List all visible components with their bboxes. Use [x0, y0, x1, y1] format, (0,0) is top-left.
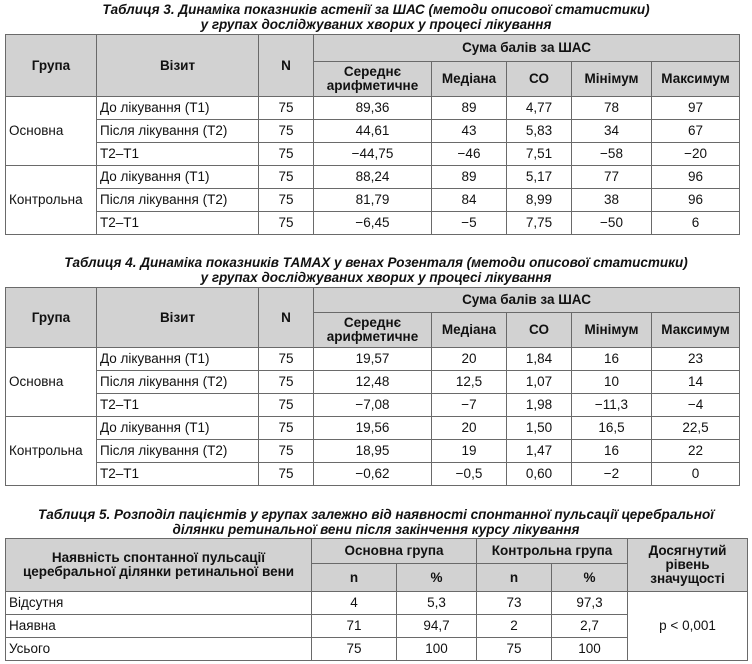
table5-caption-line1: Таблиця 5. Розподіл пацієнтів у групах залежно від наявності спонтанної пульсації церебральної [38, 507, 714, 522]
table-row [6, 463, 740, 486]
header-median: Медіана [432, 62, 507, 97]
min-cell: 16,5 [572, 417, 652, 440]
table-row [6, 189, 740, 212]
sd-cell: 8,99 [507, 189, 572, 212]
visit-cell: До лікування (Т1) [97, 166, 259, 189]
header-max: Максимум [652, 62, 740, 97]
min-cell: −58 [572, 143, 652, 166]
row-label: Наявна [6, 615, 312, 638]
header-sd: СО [507, 62, 572, 97]
n-cell: 75 [259, 189, 314, 212]
median-cell: 89 [432, 166, 507, 189]
min-cell: 77 [572, 166, 652, 189]
sd-cell: 1,47 [507, 440, 572, 463]
row-label: Відсутня [6, 592, 312, 615]
table5-caption-line2: ділянки ретинальної вени після закінчення курсу лікування [172, 522, 580, 537]
header-max: Максимум [652, 313, 740, 348]
visit-cell: Т2–Т1 [97, 394, 259, 417]
sd-cell: 7,75 [507, 212, 572, 235]
min-cell: −11,3 [572, 394, 652, 417]
visit-cell: Після лікування (Т2) [97, 120, 259, 143]
table-row [6, 394, 740, 417]
sd-cell: 7,51 [507, 143, 572, 166]
group-name: Основна [6, 348, 97, 417]
table-row [6, 143, 740, 166]
n-cell: 75 [259, 143, 314, 166]
header-main-group: Основна група [312, 539, 477, 564]
min-cell: 34 [572, 120, 652, 143]
n-cell: 75 [259, 371, 314, 394]
max-cell: 67 [652, 120, 740, 143]
table4-caption-line2: у групах досліджуваних хворих у процесі лікування [200, 270, 552, 285]
p-value-cell: p < 0,001 [628, 592, 748, 661]
median-cell: 12,5 [432, 371, 507, 394]
header-ctrl-pct: % [552, 564, 628, 592]
header-sd: СО [507, 313, 572, 348]
main-n-cell: 71 [312, 615, 397, 638]
n-cell: 75 [259, 417, 314, 440]
table3 [5, 34, 740, 235]
visit-cell: До лікування (Т1) [97, 348, 259, 371]
header-main-pct: % [397, 564, 477, 592]
median-cell: −5 [432, 212, 507, 235]
sd-cell: 0,60 [507, 463, 572, 486]
visit-cell: Після лікування (Т2) [97, 371, 259, 394]
header-score-group: Сума балів за ШАС [314, 35, 740, 62]
mean-cell: −7,08 [314, 394, 432, 417]
max-cell: 14 [652, 371, 740, 394]
sd-cell: 5,83 [507, 120, 572, 143]
table5 [5, 538, 748, 661]
sd-cell: 1,84 [507, 348, 572, 371]
header-mean: Середнє арифметичне [314, 313, 432, 348]
mean-cell: 81,79 [314, 189, 432, 212]
ctrl-pct-cell: 97,3 [552, 592, 628, 615]
min-cell: 10 [572, 371, 652, 394]
visit-cell: До лікування (Т1) [97, 97, 259, 120]
header-n: N [259, 35, 314, 97]
table-row [6, 592, 748, 615]
median-cell: −7 [432, 394, 507, 417]
min-cell: −50 [572, 212, 652, 235]
header-n: N [259, 288, 314, 348]
mean-cell: −0,62 [314, 463, 432, 486]
visit-cell: Після лікування (Т2) [97, 189, 259, 212]
max-cell: 22,5 [652, 417, 740, 440]
sd-cell: 5,17 [507, 166, 572, 189]
median-cell: −0,5 [432, 463, 507, 486]
n-cell: 75 [259, 97, 314, 120]
ctrl-pct-cell: 2,7 [552, 615, 628, 638]
n-cell: 75 [259, 348, 314, 371]
median-cell: 84 [432, 189, 507, 212]
sd-cell: 1,07 [507, 371, 572, 394]
table3-caption [0, 2, 752, 32]
ctrl-pct-cell: 100 [552, 638, 628, 661]
n-cell: 75 [259, 120, 314, 143]
table3-caption-line2: у групах досліджуваних хворих у процесі лікування [200, 17, 552, 32]
max-cell: 23 [652, 348, 740, 371]
n-cell: 75 [259, 394, 314, 417]
mean-cell: −44,75 [314, 143, 432, 166]
mean-cell: 19,57 [314, 348, 432, 371]
min-cell: 38 [572, 189, 652, 212]
header-group: Група [6, 288, 97, 348]
median-cell: 19 [432, 440, 507, 463]
header-min: Мінімум [572, 313, 652, 348]
max-cell: −20 [652, 143, 740, 166]
header-control-group: Контрольна група [477, 539, 628, 564]
main-pct-cell: 94,7 [397, 615, 477, 638]
min-cell: 16 [572, 440, 652, 463]
header-presence: Наявність спонтанної пульсації церебральної ділянки ретинальної вени [6, 539, 312, 592]
mean-cell: 19,56 [314, 417, 432, 440]
sd-cell: 1,50 [507, 417, 572, 440]
median-cell: 43 [432, 120, 507, 143]
main-n-cell: 4 [312, 592, 397, 615]
mean-cell: 12,48 [314, 371, 432, 394]
max-cell: 96 [652, 189, 740, 212]
median-cell: 20 [432, 348, 507, 371]
table-row [6, 440, 740, 463]
sd-cell: 4,77 [507, 97, 572, 120]
main-n-cell: 75 [312, 638, 397, 661]
header-mean: Середнє арифметичне [314, 62, 432, 97]
header-visit: Візит [97, 288, 259, 348]
table-row [6, 348, 740, 371]
visit-cell: Т2–Т1 [97, 463, 259, 486]
n-cell: 75 [259, 212, 314, 235]
n-cell: 75 [259, 463, 314, 486]
main-pct-cell: 5,3 [397, 592, 477, 615]
table-row [6, 371, 740, 394]
visit-cell: Т2–Т1 [97, 143, 259, 166]
header-median: Медіана [432, 313, 507, 348]
table-row [6, 417, 740, 440]
max-cell: 0 [652, 463, 740, 486]
table5-caption [0, 507, 752, 537]
header-group: Група [6, 35, 97, 97]
header-min: Мінімум [572, 62, 652, 97]
ctrl-n-cell: 75 [477, 638, 552, 661]
median-cell: 20 [432, 417, 507, 440]
visit-cell: Т2–Т1 [97, 212, 259, 235]
visit-cell: Після лікування (Т2) [97, 440, 259, 463]
mean-cell: 44,61 [314, 120, 432, 143]
table-row [6, 120, 740, 143]
header-ctrl-n: n [477, 564, 552, 592]
max-cell: 6 [652, 212, 740, 235]
table4-caption-line1: Таблиця 4. Динаміка показників ТАМАХ у венах Розенталя (методи описової статистики) [64, 255, 688, 270]
header-visit: Візит [97, 35, 259, 97]
visit-cell: До лікування (Т1) [97, 417, 259, 440]
max-cell: 22 [652, 440, 740, 463]
min-cell: 78 [572, 97, 652, 120]
row-label: Усього [6, 638, 312, 661]
table-row [6, 212, 740, 235]
n-cell: 75 [259, 440, 314, 463]
n-cell: 75 [259, 166, 314, 189]
ctrl-n-cell: 2 [477, 615, 552, 638]
max-cell: 96 [652, 166, 740, 189]
sd-cell: 1,98 [507, 394, 572, 417]
table4 [5, 287, 740, 486]
ctrl-n-cell: 73 [477, 592, 552, 615]
header-score-group: Сума балів за ШАС [314, 288, 740, 313]
mean-cell: 88,24 [314, 166, 432, 189]
table3-caption-line1: Таблиця 3. Динаміка показників астенії за ШАС (методи описової статистики) [102, 2, 650, 17]
min-cell: −2 [572, 463, 652, 486]
median-cell: 89 [432, 97, 507, 120]
mean-cell: 18,95 [314, 440, 432, 463]
group-name: Контрольна [6, 417, 97, 486]
table-row [6, 97, 740, 120]
mean-cell: 89,36 [314, 97, 432, 120]
header-main-n: n [312, 564, 397, 592]
header-significance: Досягнутий рівень значущості [628, 539, 748, 592]
group-name: Основна [6, 97, 97, 166]
group-name: Контрольна [6, 166, 97, 235]
table-row [6, 166, 740, 189]
median-cell: −46 [432, 143, 507, 166]
mean-cell: −6,45 [314, 212, 432, 235]
table4-caption [0, 255, 752, 285]
max-cell: −4 [652, 394, 740, 417]
max-cell: 97 [652, 97, 740, 120]
main-pct-cell: 100 [397, 638, 477, 661]
min-cell: 16 [572, 348, 652, 371]
